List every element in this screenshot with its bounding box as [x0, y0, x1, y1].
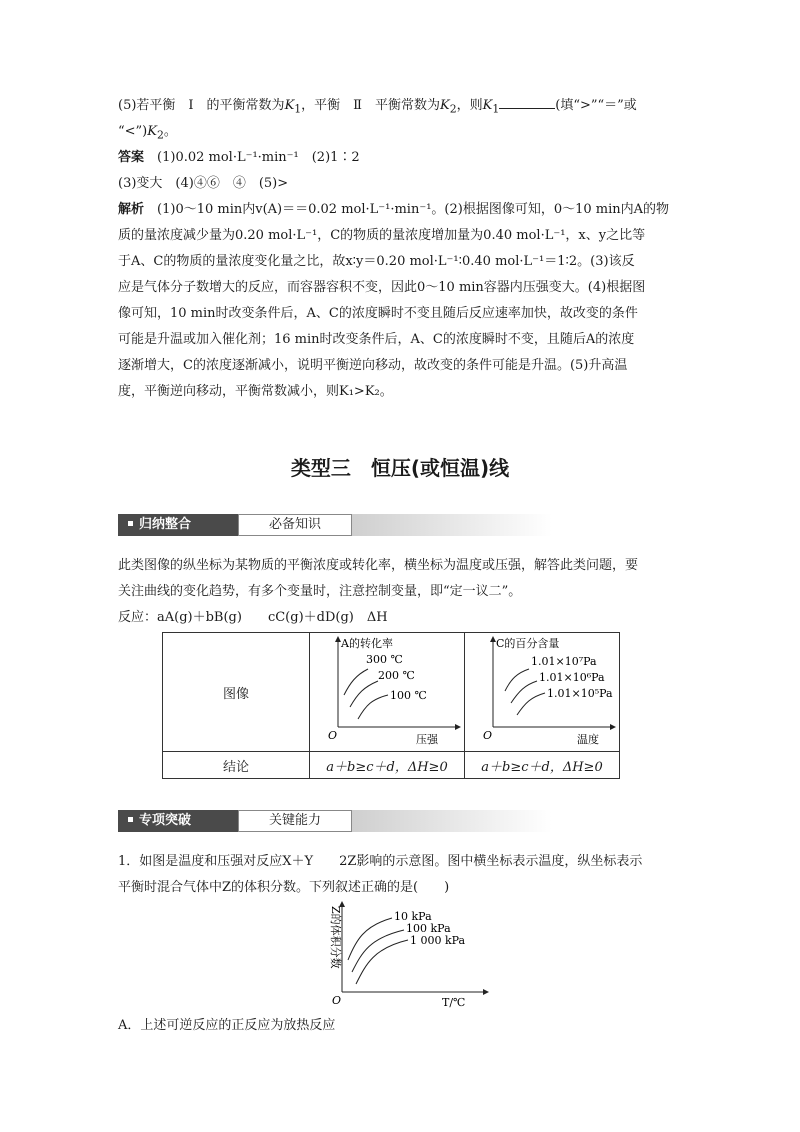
curve-1e7pa	[505, 669, 529, 691]
curve-200c	[350, 681, 378, 707]
graph-cell-percentage	[465, 633, 620, 752]
question-5-line-1: (5)若平衡 Ⅰ 的平衡常数为$K_1$，平衡 Ⅱ 平衡常数为$K_2$，则$K_1$ (填“>”“＝”或	[118, 98, 637, 116]
label-100kpa: 100 kPa	[406, 922, 451, 935]
answer-line-1: 答案 (1)0.02 mol·L⁻¹·min⁻¹ (2)1∶2	[118, 150, 360, 165]
graph2-ylabel: C的百分含量	[496, 637, 560, 650]
row-label-conclusion: 结论	[163, 752, 310, 779]
table-row-graphs	[163, 633, 620, 752]
analysis-line-5: 像可知，10 min时改变条件后，A、C的浓度瞬时不变且随后反应速率加快，故改变的条件	[118, 306, 638, 321]
graph-cell-conversion	[310, 633, 465, 752]
label-100c: 100 ℃	[390, 689, 427, 702]
summary-line-1: 此类图像的纵坐标为某物质的平衡浓度或转化率，横坐标为温度或压强，解答此类问题，要	[118, 558, 639, 573]
problem-1-line-1: 1．如图是温度和压强对反应X＋Y 2Z影响的示意图。图中横坐标表示温度，纵坐标表示	[118, 854, 643, 869]
square-bullet-icon	[128, 521, 133, 526]
problem-1-origin: O	[332, 994, 342, 1007]
problem-1-graph	[310, 900, 490, 1010]
label-1e5pa: 1.01×10⁵Pa	[547, 687, 613, 700]
curve-100kpa	[352, 930, 404, 972]
label-1e7pa: 1.01×10⁷Pa	[531, 655, 597, 668]
graph1-ylabel: A的转化率	[341, 637, 393, 650]
summary-line-2: 关注曲线的变化趋势，有多个变量时，注意控制变量，即“定一议二”。	[118, 584, 522, 599]
analysis-line-6: 可能是升温或加入催化剂；16 min时改变条件后，A、C的浓度瞬时不变，且随后A的浓度	[118, 332, 635, 347]
graph2-origin: O	[483, 729, 493, 742]
banner-gradient	[352, 810, 552, 832]
question-5-line-2: “$<”)K_2$。	[118, 124, 177, 142]
curve-100c	[358, 695, 388, 719]
label-200c: 200 ℃	[378, 669, 415, 682]
banner-summary-tag: 归纳整合	[118, 514, 238, 536]
graph1-xlabel: 压强	[416, 733, 438, 746]
conclusion-1: a＋b≥c＋d，ΔH≥0	[310, 752, 465, 779]
problem-1-ylabel: Z的体积分数	[329, 906, 342, 969]
analysis-line-1: 解析 (1)0～10 min内v(A)＝＝0.02 mol·L⁻¹·min⁻¹。(2)根据图像可知，0～10 min内A的物	[118, 202, 670, 217]
problem-1-option-a[interactable]: A．上述可逆反应的正反应为放热反应	[118, 1018, 336, 1033]
answer-line-2: (3)变大 (4)④⑥ ④ (5)>	[118, 176, 289, 191]
analysis-line-2: 质的量浓度减少量为0.20 mol·L⁻¹，C的物质的量浓度增加量为0.40 mol·L⁻¹，x、y之比等	[118, 228, 646, 243]
label-1e6pa: 1.01×10⁶Pa	[539, 671, 605, 684]
problem-1-xlabel: T/℃	[442, 996, 466, 1009]
reaction-equation: 反应：aA(g)＋bB(g) cC(g)＋dD(g) ΔH	[118, 610, 388, 625]
curve-300c	[344, 669, 368, 695]
graph1-origin: O	[328, 729, 338, 742]
analysis-line-4: 应是气体分子数增大的反应，而容器容积不变，因此0～10 min容器内压强变大。(4)根据图	[118, 280, 646, 295]
answer-blank[interactable]	[499, 96, 555, 109]
curve-10kpa	[348, 918, 392, 960]
banner-practice-tag: 专项突破	[118, 810, 238, 832]
analysis-label: 解析	[118, 202, 145, 217]
curve-1e5pa	[517, 693, 545, 715]
label-10kpa: 10 kPa	[394, 910, 432, 923]
analysis-line-3: 于A、C的物质的量浓度变化量之比，故x∶y＝0.20 mol·L⁻¹∶0.40 mol·L⁻¹＝1∶2。(3)该反	[118, 254, 635, 269]
analysis-line-7: 逐渐增大，C的浓度逐渐减小，说明平衡逆向移动，故改变的条件可能是升温。(5)升高温	[118, 358, 628, 373]
graph2-xlabel: 温度	[577, 733, 599, 746]
label-300c: 300 ℃	[366, 653, 403, 666]
banner-summary-subtitle: 必备知识	[238, 514, 352, 536]
percentage-graph	[465, 633, 619, 747]
label-1000kpa: 1 000 kPa	[410, 934, 466, 947]
curve-1e6pa	[511, 681, 537, 703]
answer-label: 答案	[118, 150, 145, 165]
banner-summary	[118, 514, 436, 536]
conclusion-2: a＋b≥c＋d，ΔH≥0	[465, 752, 620, 779]
curve-1000kpa	[356, 940, 408, 984]
conversion-graph	[310, 633, 464, 747]
analysis-line-8: 度，平衡逆向移动，平衡常数减小，则K₁>K₂。	[118, 384, 393, 399]
banner-practice	[118, 810, 436, 832]
summary-table	[162, 632, 620, 779]
banner-gradient	[352, 514, 552, 536]
table-row-conclusions	[163, 752, 620, 779]
section-title: 类型三 恒压(或恒温)线	[290, 456, 510, 480]
banner-practice-subtitle: 关键能力	[238, 810, 352, 832]
square-bullet-icon	[128, 817, 133, 822]
row-label-graphs: 图像	[163, 633, 310, 752]
problem-1-line-2: 平衡时混合气体中Z的体积分数。下列叙述正确的是( )	[118, 880, 450, 895]
